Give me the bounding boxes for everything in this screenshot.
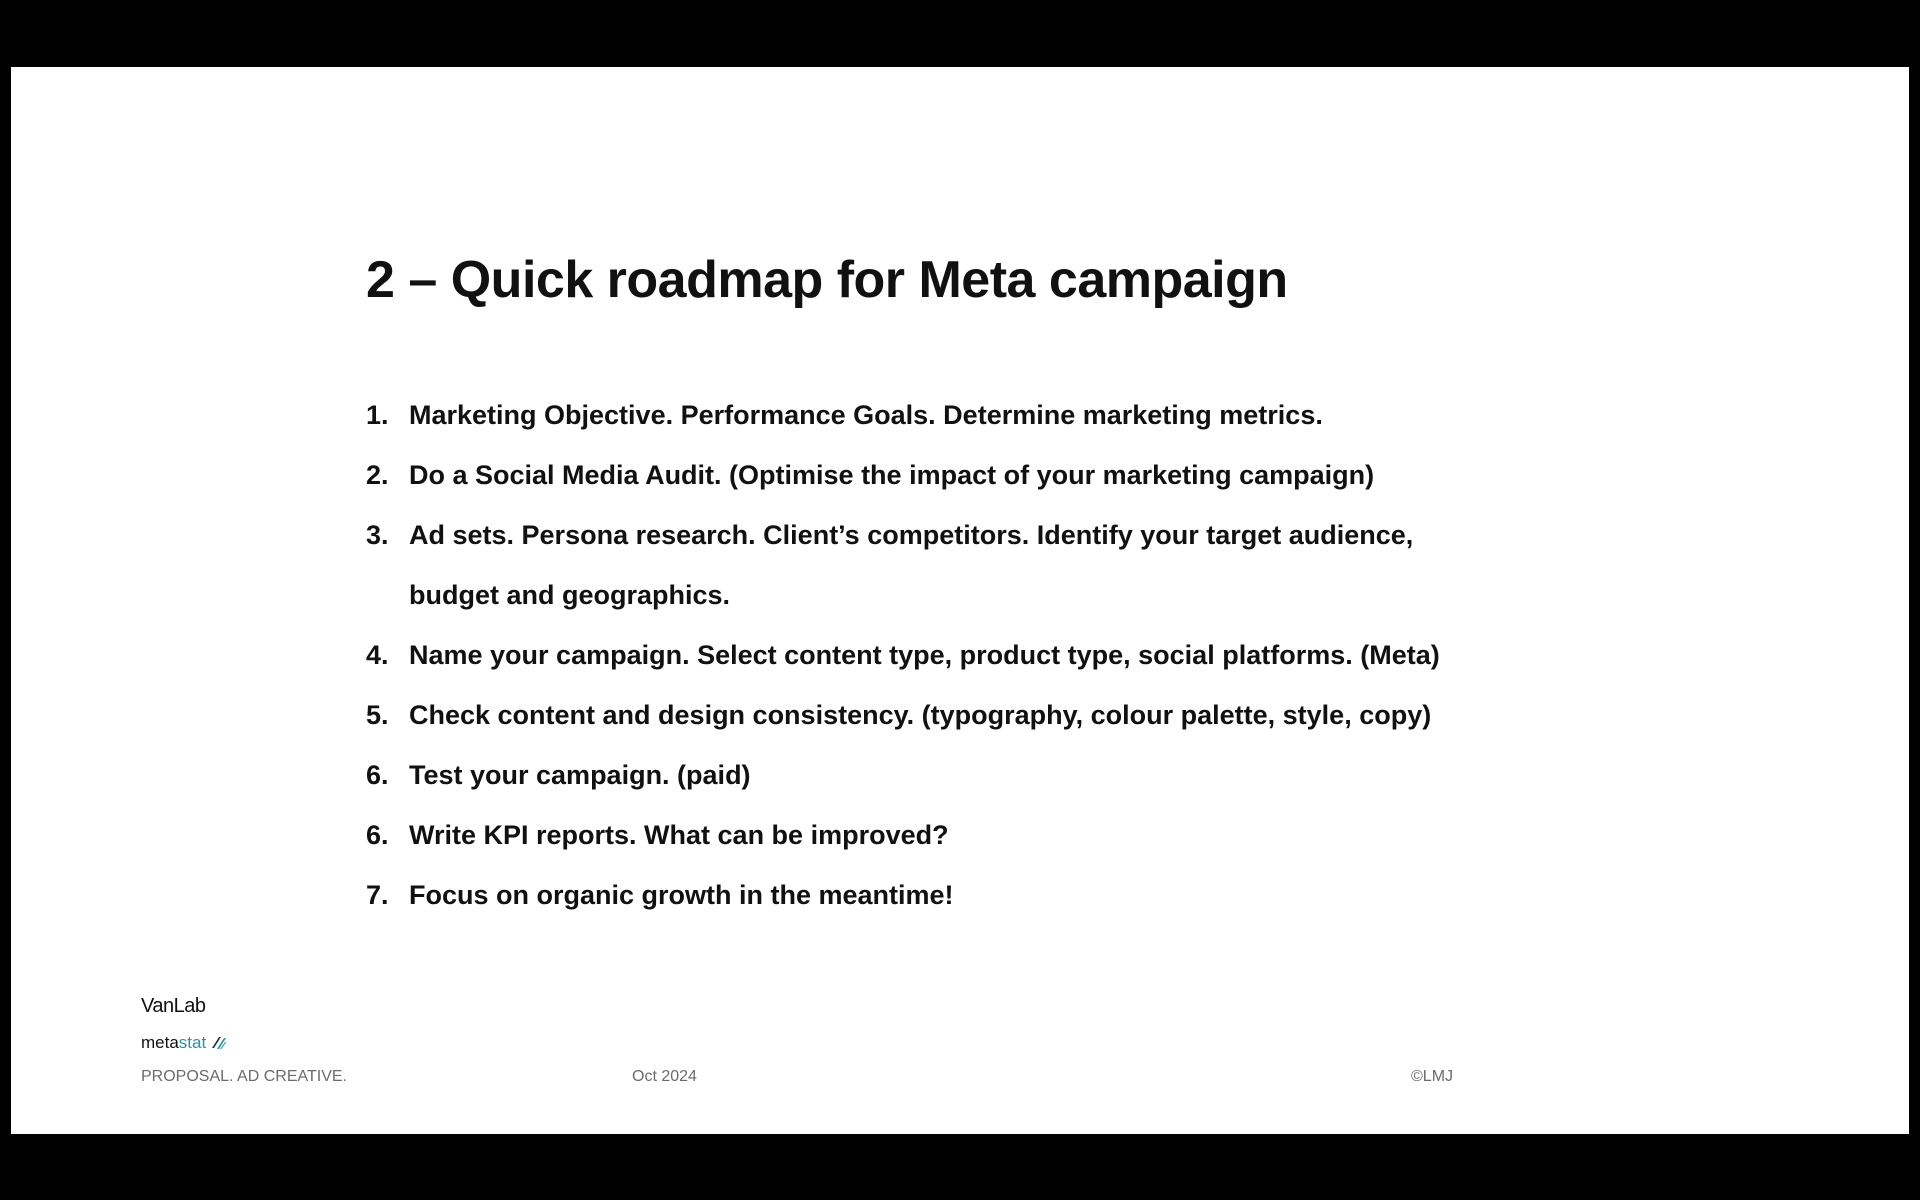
item-text: Check content and design consistency. (typography, colour palette, style, copy)	[409, 700, 1432, 730]
list-item	[366, 865, 1440, 925]
item-number: 1.	[366, 400, 389, 430]
sub-brand-logo	[141, 1033, 228, 1053]
list-item	[366, 805, 1440, 865]
roadmap-list	[366, 385, 1440, 925]
item-text: Write KPI reports. What can be improved?	[409, 820, 949, 850]
list-item	[366, 385, 1440, 445]
item-number: 2.	[366, 460, 389, 490]
item-number: 4.	[366, 640, 389, 670]
list-item	[366, 685, 1440, 745]
brand-logo: VanLab	[141, 995, 206, 1017]
list-item	[366, 745, 1440, 805]
list-item	[366, 445, 1440, 505]
item-text: Marketing Objective. Performance Goals. Determine marketing metrics.	[409, 400, 1323, 430]
metastat-logo-icon	[210, 1034, 228, 1052]
item-number: 6.	[366, 820, 389, 850]
item-number: 7.	[366, 880, 389, 910]
footer-date: Oct 2024	[632, 1068, 697, 1085]
list-item	[366, 505, 1440, 565]
slide	[11, 67, 1909, 1134]
item-number: 5.	[366, 700, 389, 730]
item-text: Test your campaign. (paid)	[409, 760, 751, 790]
item-number: 3.	[366, 520, 389, 550]
item-text: Ad sets. Persona research. Client’s competitors. Identify your target audience,	[409, 520, 1414, 550]
list-item	[366, 625, 1440, 685]
item-text: Do a Social Media Audit. (Optimise the impact of your marketing campaign)	[409, 460, 1375, 490]
list-item-continuation	[366, 565, 1440, 625]
sub-brand-meta: metastat	[141, 1033, 207, 1052]
item-number: 6.	[366, 760, 389, 790]
item-text: Focus on organic growth in the meantime!	[409, 880, 954, 910]
item-text-continuation: budget and geographics.	[409, 580, 731, 610]
slide-title: 2 – Quick roadmap for Meta campaign	[366, 251, 1288, 309]
item-text: Name your campaign. Select content type, product type, social platforms. (Meta)	[409, 640, 1440, 670]
footer-label: PROPOSAL. AD CREATIVE.	[141, 1068, 347, 1085]
footer-copyright: ©LMJ	[1411, 1068, 1454, 1085]
